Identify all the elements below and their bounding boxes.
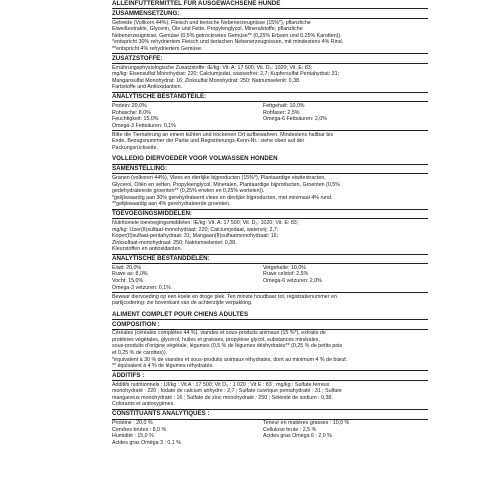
text-line: Additifs nutritionnels : UI/kg : Vit A : 17 500; Vit D₃ : 1 020 ; Vit E : 83 ; mg/kg : Sulfate ferreux: [112, 381, 330, 388]
pet-food-label: [112, 0, 428, 500]
composition-text-fr: [112, 330, 428, 369]
section-fr: [112, 311, 428, 447]
analytical-cell: Protéine : 20,0 %: [112, 420, 153, 427]
text-line: Colorants et antioxygènes.: [112, 401, 175, 408]
text-line: Getreide (Vollkorn 44%), Fleisch und tierische Nebenerzeugnisse (15%*), pflanzliche: [112, 19, 311, 26]
storage-text-de: [112, 132, 428, 152]
analytical-cell: [263, 285, 428, 292]
composition-heading-nl: SAMENSTELLING:: [112, 165, 167, 173]
composition-text-de: [112, 20, 428, 53]
composition-heading-fr: COMPOSITION :: [112, 320, 160, 328]
composition-heading-de: ZUSAMMENSETZUNG:: [112, 9, 180, 17]
text-line: partijcodering: zie bovenkant van de achterzijde verpakking.: [112, 300, 253, 307]
analytical-cell: Ruwe celstof: 2,5%: [263, 271, 309, 278]
analytical-heading-fr: CONSTITUANTS ANALYTIQUES :: [112, 410, 210, 418]
text-line: Eiweißextrakte, Glycerin, Öle und Fette, Propylenglycol, Mineralstoffe, pflanzliche: [112, 26, 303, 33]
analytical-cell: Ruwe as: 8,0%: [112, 271, 148, 278]
text-line: *équivalent à 30 % de viandes et sous-produits animaux réhydratés, dont au minimum 4 % de bœuf.: [112, 356, 348, 363]
text-line: Ernährungsphysiologische Zusatzstoffe: IE/kg: Vit. A: 17 500; Vit. D₃: 1020; Vit. E: 83;: [112, 64, 313, 71]
text-line: ** équivalent à 4 % de légumes réhydratés.: [112, 363, 214, 370]
additives-text-de: [112, 65, 428, 91]
section-nl: [112, 155, 428, 306]
additives-heading-nl: TOEVOEGINGSMIDDELEN:: [112, 210, 192, 218]
section-title-de: ALLEINFUTTERMITTEL FÜR AUSGEWACHSENE HUNDE: [112, 0, 281, 7]
analytical-cell: Vocht: 15,0%: [112, 278, 144, 285]
section-de: [112, 0, 428, 151]
analytical-cell: Acides gras Oméga 3 : 0,1 %: [112, 439, 181, 446]
additives-text-fr: [112, 382, 428, 408]
text-line: Kleurstoffen en antioxidanten.: [112, 246, 182, 253]
text-line: *entspricht 30% rehydriertem Fleisch und tierischen Nebenerzeugnissen, mit mindestens 4% Rind.: [112, 39, 344, 46]
text-line: Nebenerzeugnisse, Gemüse (0,5% getrocknetes Gemüse** (0,25% Erbsen und 0,25% Karotten)).: [112, 32, 342, 39]
analytical-cell: Acides gras Oméga 6 : 2,0 %: [263, 433, 332, 440]
text-line: sous-produits d'origine végétale, légumes (0,5 % de légumes déshydratés** (0,25 % de petits pois: [112, 343, 343, 350]
text-line: *gelijkwaardig aan 30% gerehydrateerd vlees en dierlijke bijproducten, met minimaal 4% rund.: [112, 194, 333, 201]
text-line: mg/kg: IJzer(II)sulfaat-monohydraat: 220; Calciumjodaat, watervrij: 2,7;: [112, 226, 279, 233]
text-line: mg/kg: Eisensulfat Monohydrat: 220; Calciumjodat, wasserfrei: 2,7; Kupfersulfat Pentahydrat: 31;: [112, 71, 340, 78]
analytical-cell: Eiwit: 20,0%: [112, 264, 142, 271]
analytical-cell: Rohfaser: 2,5%: [263, 109, 300, 116]
analytical-cell: Humidité : 15,0 %: [112, 433, 154, 440]
text-line: Koper(II)sulfaat-pentahydraat: 31; Mangaan(II)sulfaatmonohydraat: 16;: [112, 233, 279, 240]
analytical-cell: Cendres brutes : 8,0 %: [112, 426, 167, 433]
analytical-cell: Omega-6 vetzuren: 2,0%: [263, 278, 322, 285]
text-line: Packungsrückseite.: [112, 144, 158, 151]
analytical-cell: Omega-3 Fettsäuren: 0,1%: [112, 122, 176, 129]
analytical-table-nl: [112, 265, 428, 291]
analytical-cell: Rohasche: 8,0%: [112, 109, 151, 116]
text-line: Granen (volkoren 44%), Vlees en dierlijke bijproducten (15%*), Plantaardige eiwitextracten,: [112, 175, 326, 182]
text-line: **entspricht 4% rehydriertem Gemüse.: [112, 45, 203, 52]
analytical-cell: Omega-6 Fettsäuren: 2,0%: [263, 116, 327, 123]
text-line: Ende, Bezugsnummer der Partie und Registrierungs-Kenn-Nr.: siehe oben auf der: [112, 138, 305, 145]
analytical-cell: Teneur en matières grasses : 10,0 %: [263, 420, 350, 427]
text-line: Zinksulfaat-monohydraat: 250; Natriumseleniet: 0,38.: [112, 239, 237, 246]
analytical-table-fr: [112, 420, 428, 446]
analytical-cell: Omega-3 vetzuren: 0,1%: [112, 284, 171, 291]
storage-text-nl: [112, 294, 428, 307]
text-line: Mangansulfat Monohydrat: 16; Zinksulfat Monohydrat: 250; Natriumselenit: 0,38.: [112, 77, 301, 84]
section-title-nl: VOLLEDIG DIERVOEDER VOOR VOLWASSEN HONDEN: [112, 155, 278, 163]
section-title-fr: ALIMENT COMPLET POUR CHIENS ADULTES: [112, 310, 249, 318]
text-line: manganeux monohydraté : 16 ; Sulfate de zinc monohydraté : 250 ; Sélénite de sodium : 0,38.: [112, 394, 333, 401]
analytical-cell: [263, 440, 428, 447]
analytical-cell: Feuchtigkeit: 15,0%: [112, 116, 159, 123]
text-line: gedehydrateerde groenten** (0,25% erwten en 0,25% wortelen)).: [112, 188, 265, 195]
analytical-cell: Fettgehalt: 10,0%: [263, 103, 305, 110]
additives-heading-fr: ADDITIFS :: [112, 372, 145, 380]
text-line: protéines végétales, glycérol, huiles et graisses, propylène glycol, substances minérales,: [112, 336, 320, 343]
text-line: **gelijkwaardig aan 4% gerehydrateerde groenten.: [112, 201, 231, 208]
text-line: Bitte die Tiernahrung an einem kühlen und trockenen Ort aufbewahren. Mindestens haltbar bis: [112, 131, 334, 138]
text-line: Farbstoffe und Antioxidantien.: [112, 84, 182, 91]
text-line: Nutritionele toevoegingsmiddelen: IE/kg: Vit. A: 17 500; Vit. D₃: 1020; Vit. E: 83;: [112, 220, 299, 226]
analytical-cell: Cellulose brute : 2,5 %: [263, 426, 317, 433]
additives-text-nl: [112, 220, 428, 253]
text-line: monohydraté : 220 ; Iodate de calcium anhydre : 2,7 ; Sulfate cuivrique pentahydraté : 31 ; Sulfate: [112, 388, 342, 395]
analytical-table-de: [112, 103, 428, 129]
text-line: Glycerol, Oliën en vetten, Propyleenglycol, Mineralen, Plantaardige bijproducten, Groenten (0,5%: [112, 181, 340, 188]
text-line: et 0,25 % de carottes)).: [112, 350, 168, 357]
text-line: Bewaar diervoeding op een koele en droge plek. Ten minste houdbaar tot, registratienummer en: [112, 293, 337, 300]
analytical-cell: Vetgehalte: 10,0%: [263, 264, 306, 271]
analytical-cell: [263, 123, 428, 130]
text-line: Céréales (céréales complètes 44 %), viandes et sous-produits animaux (15 %*), extraits de: [112, 330, 326, 337]
analytical-heading-nl: ANALYTISCHE BESTANDDELEN:: [112, 255, 210, 263]
analytical-heading-de: ANALYTISCHE BESTANDTEILE:: [112, 93, 207, 101]
composition-text-nl: [112, 175, 428, 208]
additives-heading-de: ZUSATZSTOFFE:: [112, 54, 163, 62]
analytical-cell: Protein: 20,0%: [112, 103, 147, 110]
